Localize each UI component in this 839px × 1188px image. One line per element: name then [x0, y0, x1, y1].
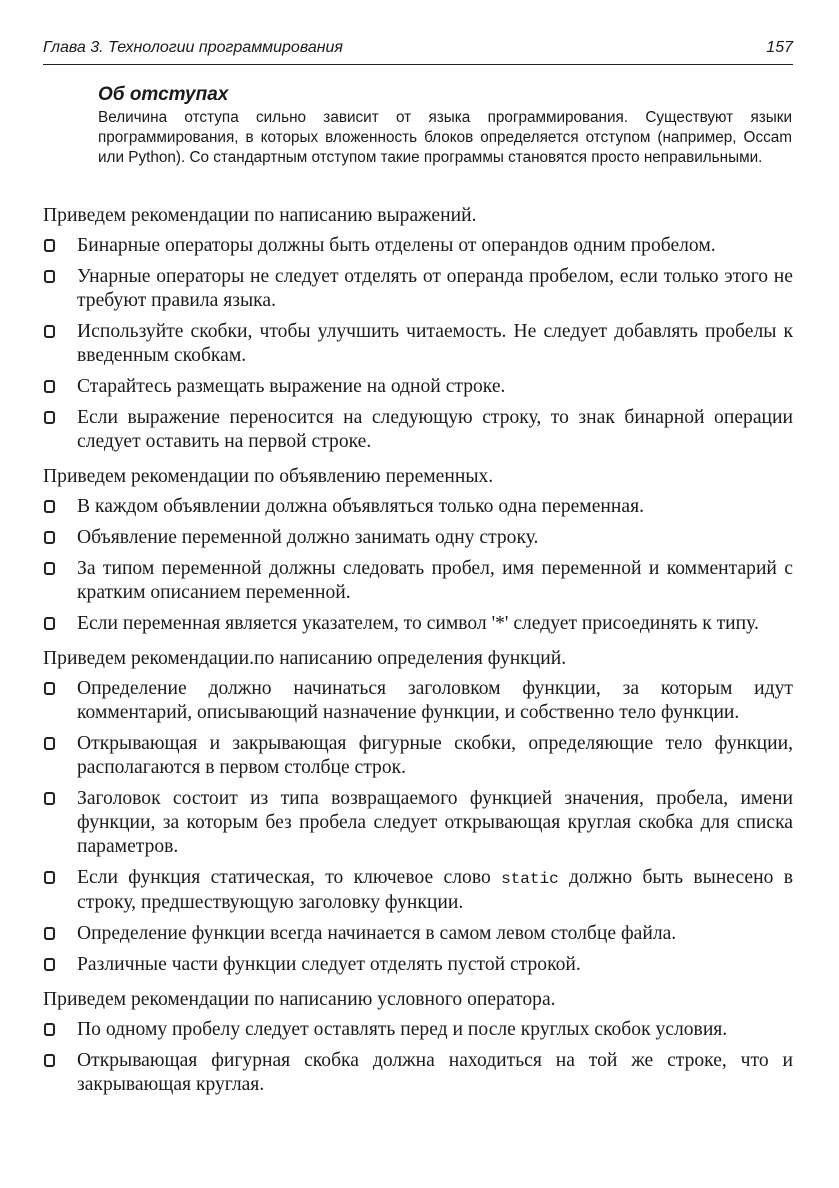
note-box [98, 82, 792, 168]
note-body: Величина отступа сильно зависит от языка программирования. Существуют языки программирования, в которых вложенность блоков определяется отступом (например, Occam или Python). Со стандартным отступом такие программы становятся просто неправильными. [98, 109, 792, 166]
list-item [43, 922, 793, 946]
list-item-text: Если выражение переносится на следующую строку, то знак бинарной операции следует оставить на первой строке. [77, 407, 793, 452]
list-item-text: Используйте скобки, чтобы улучшить читаемость. Не следует добавлять пробелы к введенным скобкам. [77, 321, 793, 366]
list-item [43, 866, 793, 915]
list-item-text: Если функция статическая, то ключевое слово static должно быть вынесено в строку, предшествующую заголовку функции. [77, 867, 793, 913]
list-item [43, 1018, 793, 1042]
checkbox-bullet-icon [44, 1023, 55, 1036]
list-item [43, 375, 793, 399]
list-item-text: Объявление переменной должно занимать одну строку. [77, 527, 539, 548]
note-title: Об отступах [98, 84, 229, 105]
list-item-text: За типом переменной должны следовать пробел, имя переменной и комментарий с кратким описанием переменной. [77, 558, 793, 603]
section-intro: Приведем рекомендации по написанию условного оператора. [43, 989, 556, 1010]
list-item-text: Заголовок состоит из типа возвращаемого функцией значения, пробела, имени функции, за которым без пробела следует открывающая круглая скобка для списка параметров. [77, 788, 793, 857]
list-item [43, 787, 793, 859]
code-keyword: static [501, 870, 559, 888]
list-item-text: Унарные операторы не следует отделять от операнда пробелом, если только этого не требуют правила языка. [77, 266, 793, 311]
list-item [43, 320, 793, 368]
list-item [43, 526, 793, 550]
list-item [43, 234, 793, 258]
list-item-text: В каждом объявлении должна объявляться только одна переменная. [77, 496, 644, 517]
checkbox-bullet-icon [44, 500, 55, 513]
checkbox-bullet-icon [44, 617, 55, 630]
list-item [43, 557, 793, 605]
section-intro: Приведем рекомендации по написанию выражений. [43, 205, 477, 226]
list-item [43, 953, 793, 977]
checkbox-bullet-icon [44, 1054, 55, 1067]
checkbox-bullet-icon [44, 411, 55, 424]
list-item-text: Определение должно начинаться заголовком функции, за которым идут комментарий, описывающий назначение функции, и собственно тело функции. [77, 678, 793, 723]
checkbox-bullet-icon [44, 792, 55, 805]
checkbox-bullet-icon [44, 682, 55, 695]
list-item-text: По одному пробелу следует оставлять перед и после круглых скобок условия. [77, 1019, 728, 1040]
list-item [43, 677, 793, 725]
list-item-text: Бинарные операторы должны быть отделены от операндов одним пробелом. [77, 235, 716, 256]
checkbox-bullet-icon [44, 737, 55, 750]
page-number: 157 [766, 39, 793, 56]
section-intro: Приведем рекомендации.по написанию определения функций. [43, 648, 567, 669]
list-item-text: Открывающая фигурная скобка должна находиться на той же строке, что и закрывающая круглая. [77, 1050, 793, 1095]
checkbox-bullet-icon [44, 531, 55, 544]
checkbox-bullet-icon [44, 562, 55, 575]
list-item [43, 406, 793, 454]
list-item [43, 1049, 793, 1097]
list-item-text: Открывающая и закрывающая фигурные скобки, определяющие тело функции, располагаются в первом столбце строк. [77, 733, 793, 778]
checkbox-bullet-icon [44, 871, 55, 884]
checkbox-bullet-icon [44, 325, 55, 338]
list-item [43, 612, 793, 636]
list-item [43, 265, 793, 313]
running-header [43, 36, 793, 65]
checkbox-bullet-icon [44, 927, 55, 940]
chapter-title: Глава 3. Технологии программирования [43, 39, 343, 56]
checkbox-bullet-icon [44, 270, 55, 283]
section-intro: Приведем рекомендации по объявлению переменных. [43, 466, 494, 487]
checkbox-bullet-icon [44, 958, 55, 971]
list-item-text: Старайтесь размещать выражение на одной строке. [77, 376, 506, 397]
checkbox-bullet-icon [44, 380, 55, 393]
list-item [43, 495, 793, 519]
list-item [43, 732, 793, 780]
list-item-text: Если переменная является указателем, то символ '*' следует присоединять к типу. [77, 613, 759, 634]
list-item-text: Определение функции всегда начинается в самом левом столбце файла. [77, 923, 677, 944]
checkbox-bullet-icon [44, 239, 55, 252]
main-text [43, 200, 793, 1104]
list-item-text: Различные части функции следует отделять пустой строкой. [77, 954, 581, 975]
